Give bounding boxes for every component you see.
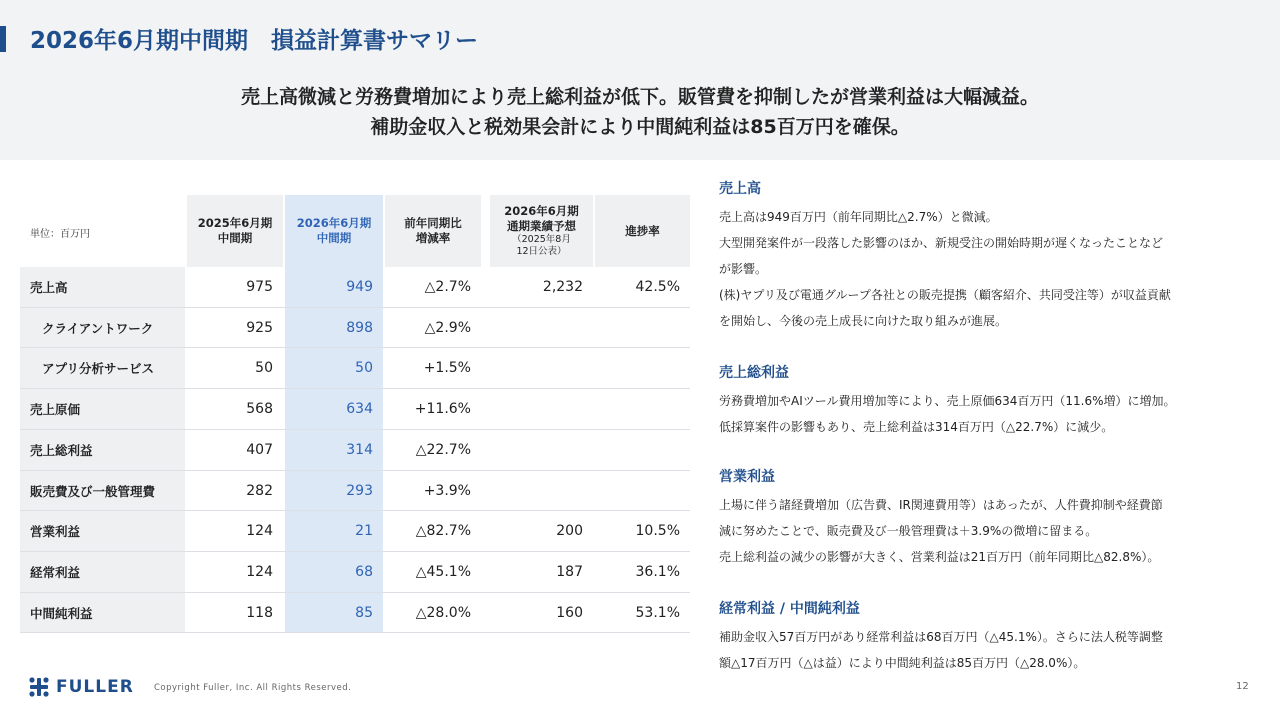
cell-yoy: +11.6% [414,401,471,418]
cell-progress: 53.1% [635,604,680,621]
cell-yoy: △22.7% [415,441,471,458]
row-label: 売上総利益 [20,430,185,470]
cell-current: 949 [285,267,383,307]
cell-yoy: △28.0% [415,604,471,621]
cell-forecast: 187 [556,563,583,580]
cell-prev: 282 [246,482,273,499]
title-accent-bar [0,26,6,52]
table-row [20,593,690,633]
section-text-line: (株)ヤプリ及び電通グループ各社との販売提携（顧客紹介、共同受注等）が収益貢献 [719,288,1171,302]
section-text-line: 上場に伴う諸経費増加（広告費、IR関連費用等）はあったが、人件費抑制や経費節 [719,498,1163,512]
cell-yoy: △82.7% [415,523,471,540]
slide-title: 2026年6月期中間期 損益計算書サマリー [30,28,479,54]
row-label: クライアントワーク [20,308,185,348]
commentary-section [719,466,1259,570]
cell-forecast: 2,232 [542,279,583,295]
section-text-line: 大型開発案件が一段落した影響のほか、新規受注の開始時期が遅くなったことなど [719,236,1164,250]
section-text-line: 補助金収入57百万円があり経常利益は68百万円（△45.1%）。さらに法人税等調整 [719,630,1163,644]
cell-yoy: △45.1% [415,563,471,580]
cell-prev: 118 [246,604,273,621]
cell-yoy: +1.5% [423,360,471,377]
cell-forecast [490,348,593,388]
cell-progress [593,348,690,388]
summary-line-1: 売上高微減と労務費増加により売上総利益が低下。販管費を抑制したが営業利益は大幅減益。 [240,86,1039,108]
table-row [20,389,690,429]
section-text-line: が影響。 [719,262,768,276]
section-text-line: 売上総利益の減少の影響が大きく、営業利益は21百万円（前年同期比△82.8%）。 [719,550,1160,564]
cell-progress [593,308,690,348]
cell-prev: 124 [246,523,273,540]
header-forecast: 2026年6月期 通期業績予想 （2025年8月 12日公表） [490,195,593,267]
section-text-line: 額△17百万円（△は益）により中間純利益は85百万円（△28.0%）。 [719,656,1086,670]
cell-prev: 568 [246,401,273,418]
unit-label: 単位：百万円 [30,229,90,240]
cell-forecast [490,308,593,348]
summary-line-2: 補助金収入と税効果会計により中間純利益は85百万円を確保。 [370,116,910,138]
row-label: 売上原価 [20,389,185,429]
logo-text: FULLER [56,677,134,697]
copyright: Copyright Fuller, Inc. All Rights Reserved. [154,683,352,693]
section-heading: 売上総利益 [719,365,789,381]
company-logo [28,676,134,698]
cell-yoy: +3.9% [423,482,471,499]
table-row [20,267,690,307]
section-text-line: を開始し、今後の売上成長に向けた取り組みが進展。 [719,314,1008,328]
cell-forecast [490,389,593,429]
section-heading: 経常利益 / 中間純利益 [719,601,860,617]
cell-progress: 10.5% [635,523,680,540]
cell-forecast [490,471,593,511]
section-text-line: 売上高は949百万円（前年同期比△2.7%）と微減。 [719,210,998,224]
row-label: 販売費及び一般管理費 [20,471,185,511]
table-row [20,471,690,511]
cell-current: 21 [285,511,383,551]
cell-progress [593,430,690,470]
table-row [20,430,690,470]
row-label: アプリ分析サービス [20,348,185,388]
table-header-row [20,195,690,267]
table-row [20,552,690,592]
header-yoy: 前年同期比 増減率 [385,195,481,267]
table-row [20,308,690,348]
commentary-section [719,362,1259,440]
row-label: 経常利益 [20,552,185,592]
header-current-period: 2026年6月期 中間期 [285,195,383,267]
cell-prev: 925 [246,319,273,336]
summary-text [0,82,1280,142]
cell-current: 314 [285,430,383,470]
cell-forecast: 160 [556,604,583,621]
section-text-line: 低採算案件の影響もあり、売上総利益は314百万円（△22.7%）に減少。 [719,420,1114,434]
page-number: 12 [1236,681,1249,692]
table-row [20,511,690,551]
cell-current: 634 [285,389,383,429]
section-text-line: 減に努めたことで、販売費及び一般管理費は＋3.9%の微増に留まる。 [719,524,1098,538]
cell-prev: 50 [255,360,273,377]
fuller-logo-icon [28,676,50,698]
cell-prev: 407 [246,441,273,458]
section-heading: 売上高 [719,181,761,197]
section-text-line: 労務費増加やAIツール費用増加等により、売上原価634百万円（11.6%増）に増加。 [719,394,1176,408]
cell-current: 85 [285,593,383,633]
cell-yoy: △2.7% [424,279,471,295]
cell-progress: 36.1% [635,563,680,580]
header-progress: 進捗率 [595,195,690,267]
row-label: 営業利益 [20,511,185,551]
table-row [20,348,690,388]
cell-progress: 42.5% [635,279,680,295]
cell-current: 68 [285,552,383,592]
cell-current: 293 [285,471,383,511]
cell-forecast [490,430,593,470]
cell-forecast: 200 [556,523,583,540]
cell-progress [593,471,690,511]
cell-prev: 124 [246,563,273,580]
cell-prev: 975 [246,279,273,295]
row-divider [20,632,690,633]
section-heading: 営業利益 [719,469,775,485]
row-label: 売上高 [20,267,185,307]
cell-current: 898 [285,308,383,348]
header-prev-period: 2025年6月期 中間期 [187,195,283,267]
commentary-section [719,598,1259,676]
cell-yoy: △2.9% [424,319,471,336]
cell-progress [593,389,690,429]
cell-current: 50 [285,348,383,388]
commentary-section [719,178,1259,334]
row-label: 中間純利益 [20,593,185,633]
